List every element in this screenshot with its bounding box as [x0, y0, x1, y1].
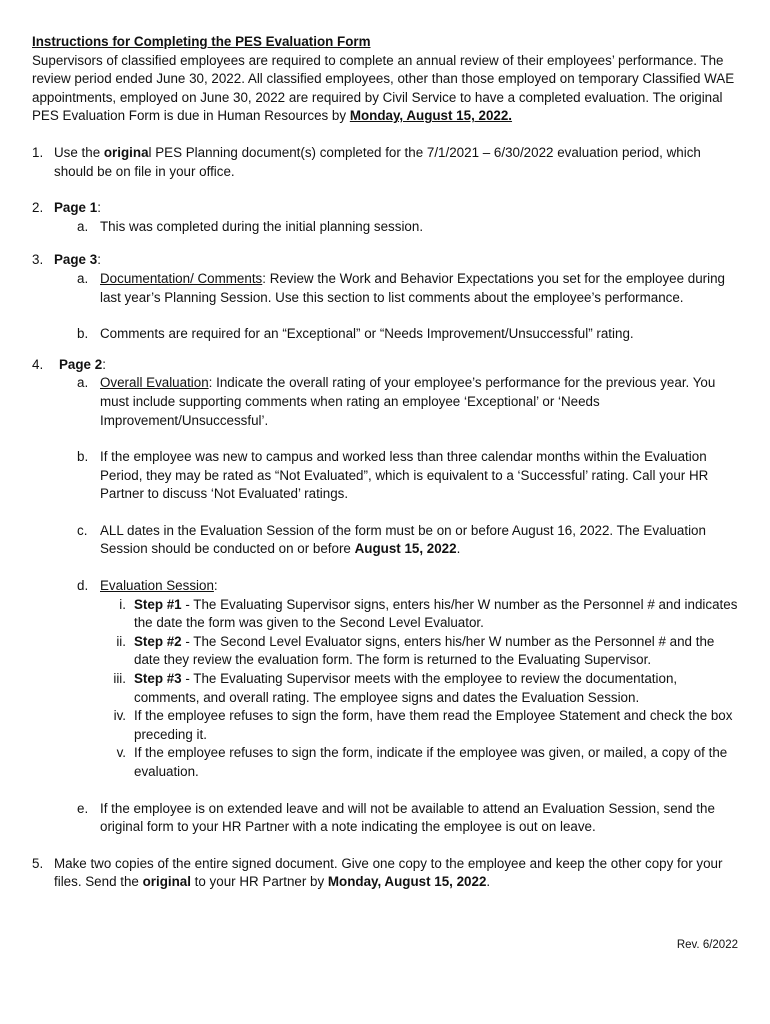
item-2-a	[77, 218, 742, 237]
item-4-b-label: b.	[77, 449, 89, 465]
item-5-bold-date: Monday, August 15, 2022	[327, 874, 487, 890]
instructions-document	[32, 33, 742, 892]
item-4-colon: :	[102, 356, 106, 372]
step-2-body: - The Second Level Evaluator signs, enters his/her W number as the Personnel # and the date they review the evaluation form. The form is returned to the Evaluating Supervisor.	[134, 633, 715, 668]
intro-text: Supervisors of classified employees are required to complete an annual review of their employees’ performance. The review period ended June 30, 2022. All classified employees, other than those employed on temporary Classified WAE appointments, employed on June 30, 2022 are required by Civil Service to have a completed evaluation. The original PES Evaluation Form is due in Human Resources by	[32, 52, 735, 124]
item-4-e	[77, 800, 742, 837]
item-1-post: l PES Planning document(s) completed for the 7/1/2021 – 6/30/2022 evaluation period, which should be on file in your office.	[54, 144, 701, 179]
item-5-mid: to your HR Partner by	[190, 874, 328, 890]
step-3-body: - The Evaluating Supervisor meets with the employee to review the documentation, comments, and overall rating. The employee signs and dates the Evaluation Session.	[134, 671, 678, 705]
item-3-a-body: : Review the Work and Behavior Expectations you set for the employee during last year’s Planning Session. Use this section to list comments about the employee’s performance.	[100, 270, 725, 305]
item-4-a-label: a.	[77, 375, 89, 391]
step-2-bold: Step #2	[134, 633, 182, 649]
item-4-c-end: .	[456, 541, 461, 557]
item-4-a-body: : Indicate the overall rating of your employee’s performance for the previous year. You must include supporting comments when rating an employee ‘Exceptional’ or ‘Needs Improvement/Unsuccessful’.	[100, 375, 716, 428]
item-1-number: 1.	[32, 144, 44, 160]
step-2-label: ii.	[116, 633, 126, 649]
step-3-text	[134, 670, 742, 707]
step-2-text	[134, 633, 742, 670]
step-2	[100, 633, 742, 670]
item-2-number: 2.	[32, 200, 44, 216]
item-5-bold-original: original	[142, 874, 191, 890]
item-4-c-text	[100, 522, 742, 559]
item-2-heading-text: Page 1	[54, 200, 98, 216]
step-4-text: If the employee refuses to sign the form, have them read the Employee Statement and check the box preceding it.	[134, 708, 733, 742]
item-4-b-text: If the employee was new to campus and worked less than three calendar months within the Evaluation Period, they may be rated as “Not Evaluated”, which is equivalent to a ‘Successful’ rating. Call your HR Partner to discuss ‘Not Evaluated’ ratings.	[100, 449, 709, 502]
item-4-d-body	[100, 577, 742, 782]
step-4-label: iv.	[113, 708, 126, 724]
item-4-d-label: d.	[77, 578, 89, 594]
item-5	[32, 855, 742, 892]
item-3-a-heading: Documentation/ Comments	[100, 270, 263, 286]
item-4-number: 4.	[32, 356, 44, 372]
step-5-text: If the employee refuses to sign the form, indicate if the employee was given, or mailed, a copy of the evaluation.	[134, 745, 728, 779]
step-3-label: iii.	[113, 671, 126, 687]
step-4	[100, 707, 742, 744]
item-5-number: 5.	[32, 855, 44, 871]
item-3-number: 3.	[32, 252, 44, 268]
step-1-label: i.	[119, 596, 126, 612]
item-4-d	[77, 577, 742, 782]
item-3-a-label: a.	[77, 270, 89, 286]
item-1-bold: origina	[103, 144, 149, 160]
item-5-end: .	[486, 874, 491, 890]
item-4-b	[77, 448, 742, 504]
step-5-label: v.	[116, 745, 126, 761]
item-2	[32, 199, 742, 218]
intro-deadline: Monday, August 15, 2022.	[349, 108, 513, 124]
item-5-pre: Make two copies of the entire signed document. Give one copy to the employee and keep the other copy for your files. Send the	[54, 855, 723, 890]
item-4-d-heading-text: Evaluation Session	[100, 578, 214, 594]
item-2-a-label: a.	[77, 218, 89, 234]
item-4-c	[77, 522, 742, 559]
item-3-colon: :	[97, 252, 101, 268]
item-4-heading	[54, 356, 742, 375]
item-4-c-body: ALL dates in the Evaluation Session of the form must be on or before August 16, 2022. The Evaluation Session should be conducted on or before	[100, 522, 706, 557]
item-4-e-label: e.	[77, 800, 89, 816]
item-4-heading-text: Page 2	[59, 356, 103, 372]
item-3	[32, 251, 742, 270]
item-4-c-bold: August 15, 2022	[354, 541, 457, 557]
item-3-heading	[54, 251, 742, 270]
item-4-d-colon: :	[213, 578, 218, 594]
item-5-text	[54, 855, 742, 892]
item-3-heading-text: Page 3	[54, 252, 98, 268]
item-1	[32, 144, 742, 181]
intro-paragraph	[32, 52, 742, 126]
item-3-b-text: Comments are required for an “Exceptional” or “Needs Improvement/Unsuccessful” rating.	[100, 326, 634, 342]
item-4	[32, 356, 742, 375]
item-3-a	[77, 270, 742, 307]
step-1	[100, 596, 742, 633]
item-4-e-text: If the employee is on extended leave and will not be available to attend an Evaluation Session, send the original form to your HR Partner with a note indicating the employee is out on leave.	[100, 800, 715, 835]
step-3-bold: Step #3	[134, 671, 182, 687]
item-4-a-text	[100, 374, 742, 430]
item-4-a	[77, 374, 742, 430]
step-1-text	[134, 596, 742, 633]
step-5	[100, 744, 742, 781]
item-2-heading	[54, 199, 742, 218]
item-2-colon: :	[97, 200, 101, 216]
item-4-d-heading	[100, 577, 742, 596]
item-1-text	[54, 144, 742, 181]
item-1-pre: Use the	[54, 144, 104, 160]
item-4-c-label: c.	[77, 522, 88, 538]
item-2-a-text: This was completed during the initial planning session.	[100, 218, 424, 234]
document-title: Instructions for Completing the PES Evaluation Form	[32, 34, 371, 49]
item-3-b	[77, 325, 742, 344]
revision-note: Rev. 6/2022	[676, 939, 738, 951]
item-3-b-label: b.	[77, 326, 89, 342]
step-1-bold: Step #1	[134, 596, 182, 612]
step-1-body: - The Evaluating Supervisor signs, enters his/her W number as the Personnel # and indicates the date the form was given to the Second Level Evaluator.	[134, 596, 738, 631]
item-2-body	[54, 199, 742, 218]
step-3	[100, 670, 742, 707]
item-3-a-text	[100, 270, 742, 307]
item-4-a-heading: Overall Evaluation	[100, 375, 209, 391]
